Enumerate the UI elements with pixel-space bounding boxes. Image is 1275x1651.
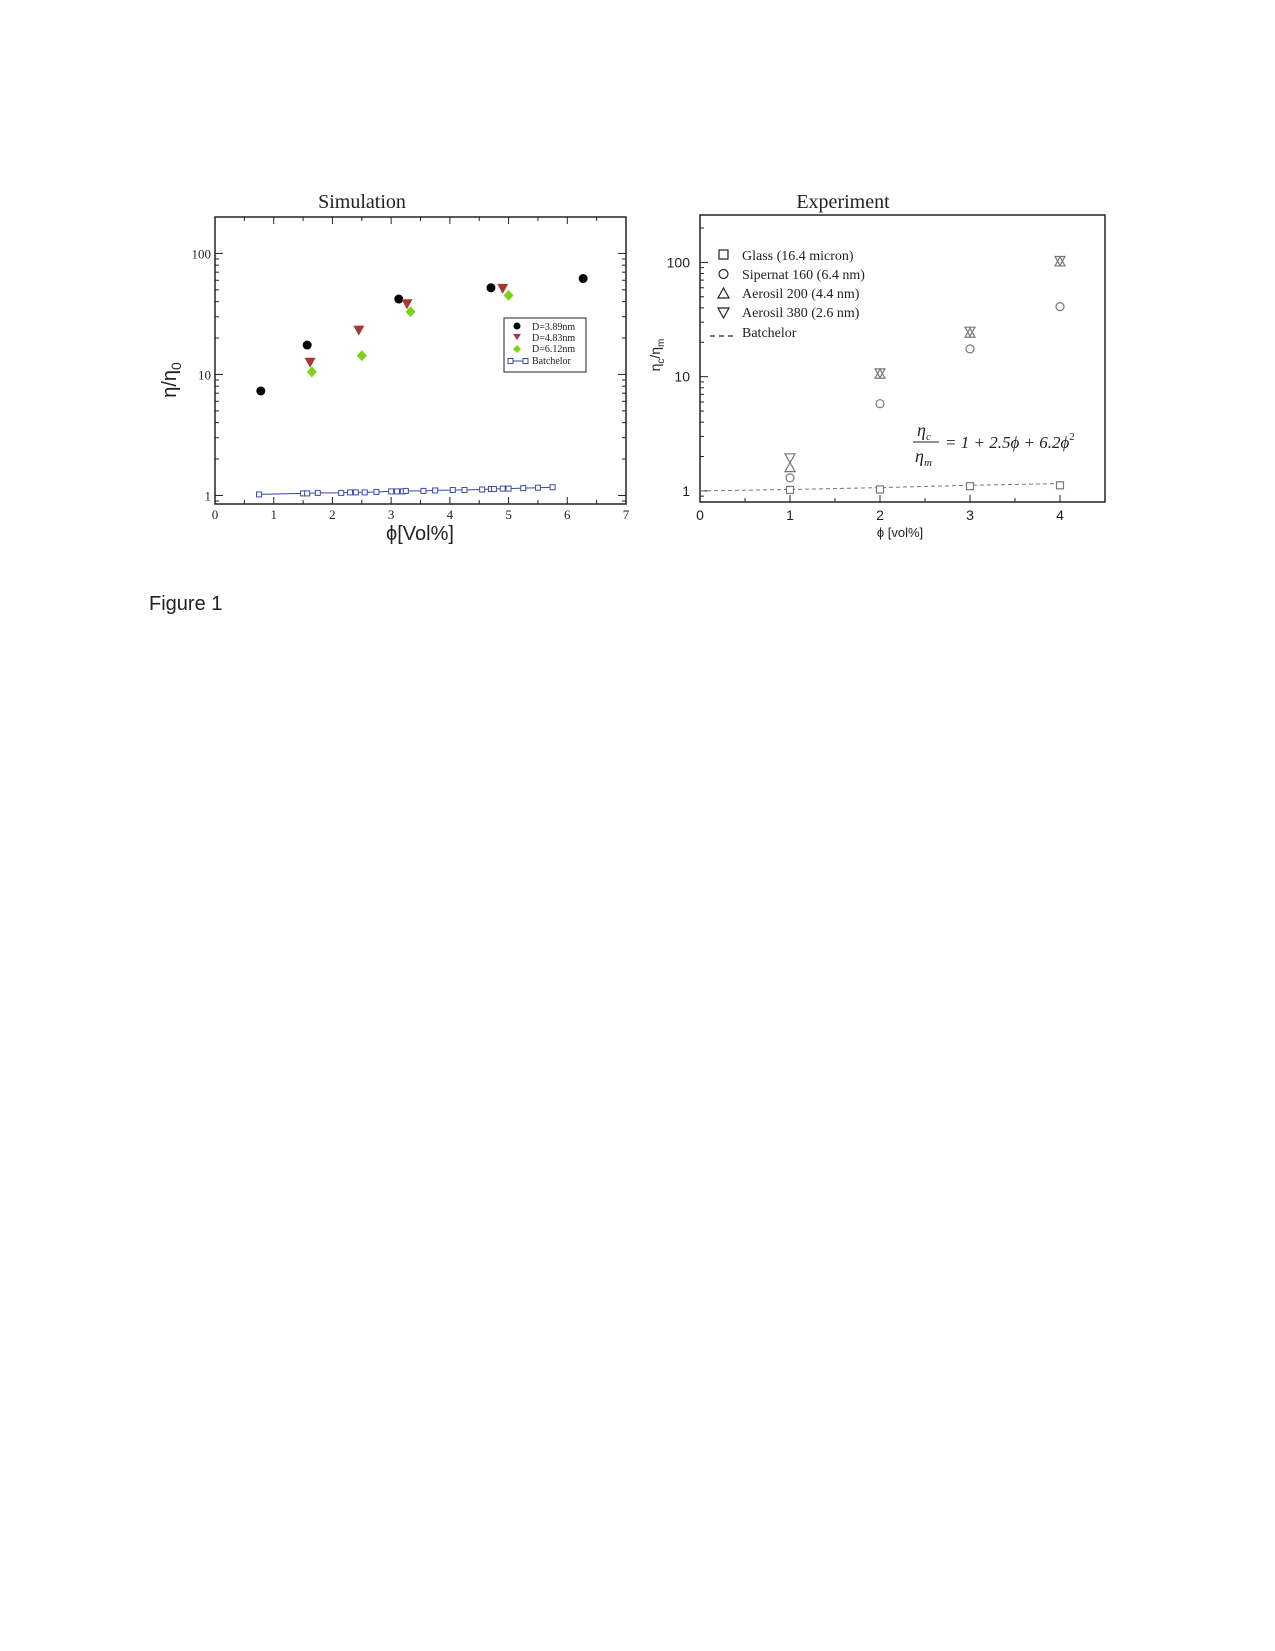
data-point-circle xyxy=(486,283,495,292)
data-point-square xyxy=(374,489,379,494)
simulation-legend xyxy=(504,318,586,372)
data-point-circle xyxy=(303,341,312,350)
x-tick-label: 6 xyxy=(564,507,571,522)
experiment-y-axis-label-sub2: m xyxy=(656,338,667,347)
experiment-y-axis-label-main: η xyxy=(647,363,663,372)
equation-rhs-sup: 2 xyxy=(1069,431,1075,443)
experiment-title: Experiment xyxy=(796,191,890,213)
data-point-square xyxy=(348,490,353,495)
data-point-square-open xyxy=(1057,482,1064,489)
equation-rhs xyxy=(945,431,1075,452)
simulation-y-axis-label xyxy=(159,362,184,398)
legend-label-aerosil200: Aerosil 200 (4.4 nm) xyxy=(742,287,860,302)
simulation-y-axis-label-main: η/η xyxy=(159,369,181,398)
equation-denominator xyxy=(915,446,932,469)
x-tick-label: 4 xyxy=(446,507,454,522)
legend-marker-triangle-up-open xyxy=(718,288,729,298)
data-point-square xyxy=(403,488,408,493)
legend-marker-circle xyxy=(514,323,521,330)
x-tick-label: 1 xyxy=(270,507,277,522)
data-point-diamond xyxy=(357,350,367,361)
legend-batchelor-square xyxy=(523,359,528,364)
data-point-square xyxy=(480,487,485,492)
legend-batchelor-square xyxy=(508,359,513,364)
data-point-circle-open xyxy=(786,474,794,482)
data-point-circle-open xyxy=(1056,303,1064,311)
data-point-square xyxy=(500,486,505,491)
experiment-equation xyxy=(913,420,1075,469)
x-tick-label: 4 xyxy=(1056,507,1064,523)
legend-marker-triangle-down-open xyxy=(718,308,729,318)
legend-label-batchelor: Batchelor xyxy=(742,326,797,341)
data-point-square xyxy=(506,486,511,491)
x-tick-label: 0 xyxy=(696,507,704,523)
x-tick-label: 7 xyxy=(622,507,630,522)
experiment-x-ticks xyxy=(696,495,1064,523)
data-point-square xyxy=(433,488,438,493)
data-point-square-open xyxy=(967,483,974,490)
data-point-diamond xyxy=(504,290,514,301)
x-tick-label: 2 xyxy=(329,507,336,522)
data-point-circle-open xyxy=(966,345,974,353)
legend-label-aerosil380: Aerosil 380 (2.6 nm) xyxy=(742,306,860,321)
y-tick-label: 1 xyxy=(204,488,211,504)
experiment-y-axis-label-sub1: c xyxy=(656,358,667,364)
y-tick-label: 10 xyxy=(674,368,690,385)
legend-label-sipernat: Sipernat 160 (6.4 nm) xyxy=(742,268,865,283)
figure-caption: Figure 1 xyxy=(149,593,223,615)
simulation-title: Simulation xyxy=(318,191,406,213)
x-tick-label: 2 xyxy=(876,507,884,523)
x-tick-label: 5 xyxy=(505,507,512,522)
data-point-square xyxy=(362,490,367,495)
y-tick-label: 1 xyxy=(682,482,690,499)
x-tick-label: 1 xyxy=(786,507,794,523)
data-point-circle xyxy=(394,295,403,304)
equation-num-main: η xyxy=(917,420,926,440)
experiment-y-axis-label xyxy=(647,339,667,372)
legend-marker-square-open xyxy=(719,250,728,259)
data-point-triangle-down xyxy=(305,358,316,368)
simulation-x-axis-label: ϕ[Vol%] xyxy=(386,523,454,545)
x-tick-label: 3 xyxy=(387,507,395,522)
y-tick-label: 100 xyxy=(191,246,211,262)
equation-den-sub: m xyxy=(923,457,932,469)
legend-marker-circle-open xyxy=(719,270,728,279)
legend-label-batchelor: Batchelor xyxy=(532,356,571,367)
data-point-square xyxy=(521,486,526,491)
equation-num-sub: c xyxy=(925,431,931,443)
data-point-square xyxy=(491,487,496,492)
data-point-square xyxy=(550,485,555,490)
simulation-chart xyxy=(159,191,630,545)
data-point-circle xyxy=(579,274,588,283)
simulation-y-ticks xyxy=(192,246,627,503)
data-point-square xyxy=(389,489,394,494)
data-point-square xyxy=(315,490,320,495)
legend-label-glass: Glass (16.4 micron) xyxy=(742,249,854,264)
data-point-circle-open xyxy=(876,400,884,408)
data-point-circle xyxy=(256,386,265,395)
equation-rhs-main: = 1 + 2.5ϕ + 6.2ϕ xyxy=(945,433,1070,452)
x-tick-label: 0 xyxy=(211,507,219,522)
y-tick-label: 10 xyxy=(198,367,211,383)
experiment-y-axis-label-mid: /η xyxy=(647,346,663,359)
data-point-square xyxy=(305,491,310,496)
legend-label-d483: D=4.83nm xyxy=(532,333,576,344)
data-point-square xyxy=(535,485,540,490)
data-point-square xyxy=(339,490,344,495)
data-point-square-open xyxy=(877,486,884,493)
legend-label-d389: D=3.89nm xyxy=(532,322,576,333)
simulation-y-axis-label-sub: 0 xyxy=(168,362,184,370)
data-point-square xyxy=(395,489,400,494)
data-point-triangle-down xyxy=(353,326,364,336)
y-tick-label: 100 xyxy=(666,254,690,271)
data-point-square xyxy=(353,490,358,495)
simulation-data-marks xyxy=(256,274,587,497)
experiment-y-ticks xyxy=(667,228,708,499)
experiment-x-axis-label: ϕ [vol%] xyxy=(876,525,924,540)
experiment-chart xyxy=(647,191,1105,540)
data-point-square xyxy=(462,487,467,492)
data-point-square-open xyxy=(787,486,794,493)
equation-den-main: η xyxy=(915,446,924,466)
legend-label-d612: D=6.12nm xyxy=(532,344,576,355)
experiment-legend xyxy=(710,249,865,341)
data-point-square xyxy=(450,487,455,492)
data-point-square xyxy=(421,488,426,493)
data-point-square xyxy=(257,492,262,497)
data-point-diamond xyxy=(307,366,317,377)
equation-numerator xyxy=(917,420,931,443)
x-tick-label: 3 xyxy=(966,507,974,523)
